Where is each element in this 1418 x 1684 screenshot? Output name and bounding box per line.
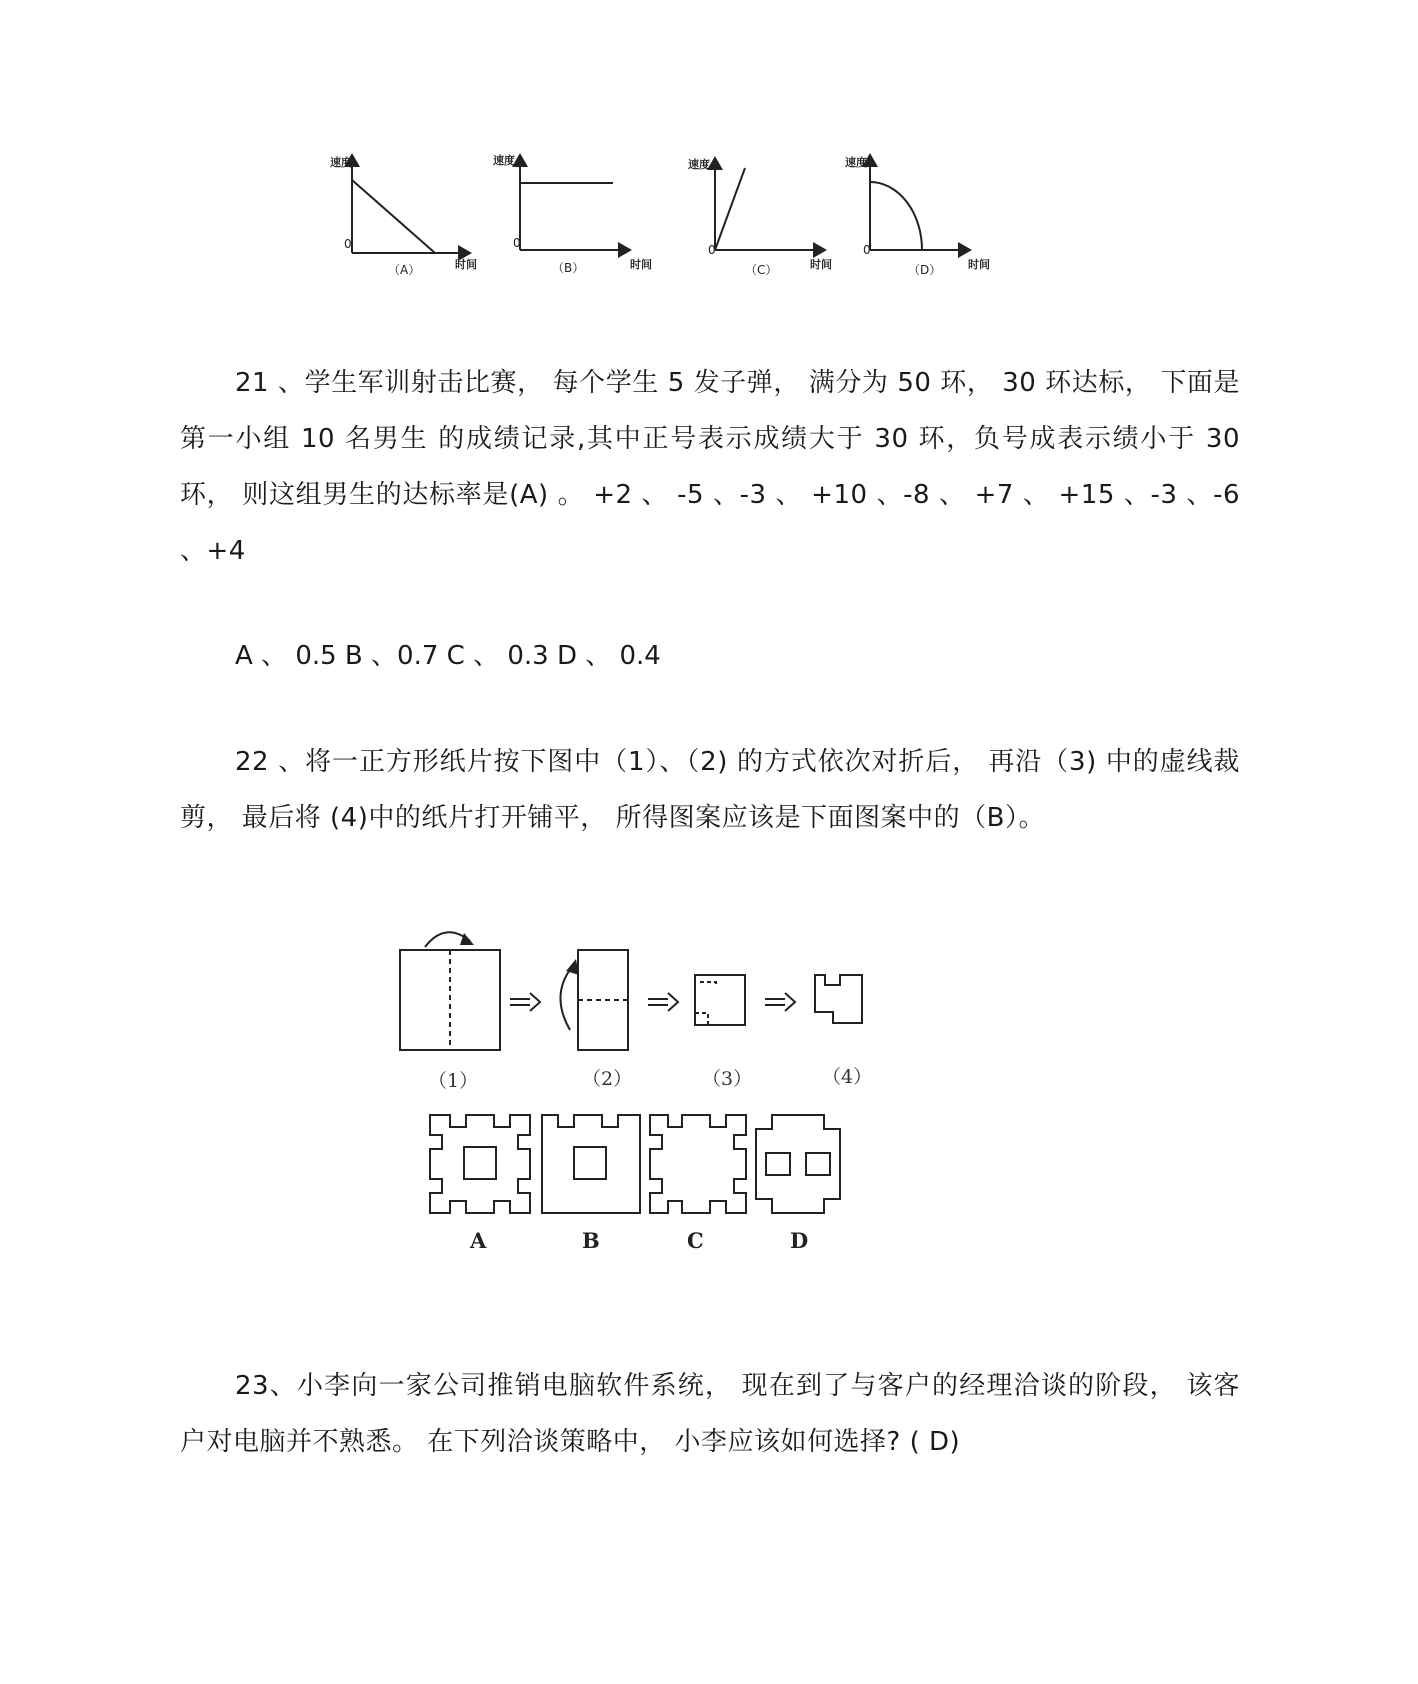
y-axis-label-c: 速度 [688,158,710,171]
pattern-d [756,1115,840,1253]
graph-a-label: （A） [388,263,421,277]
pattern-b [542,1115,640,1253]
x-axis-label-a: 时间 [455,258,477,271]
double-arrow-icon [510,993,540,1011]
origin-label-b: 0 [513,236,521,250]
graph-b-label: （B） [552,261,585,275]
option-c-label: C [687,1228,704,1253]
folding-steps-figure [390,905,930,1105]
graph-d [845,155,990,277]
step-4-label: （4） [822,1066,873,1088]
graph-b [493,153,652,275]
graph-c-label: （C） [745,263,778,277]
pattern-a [430,1115,530,1253]
fold-step-2 [560,950,632,1090]
fold-step-4 [815,975,872,1088]
fold-step-1 [400,932,500,1092]
question-23-text: 23、小李向一家公司推销电脑软件系统， 现在到了与客户的经理洽谈的阶段， 该客户对电脑并不熟悉。 在下列洽谈策略中， 小李应该如何选择? ( D) [180,1371,1240,1457]
double-arrow-icon [648,993,678,1011]
graph-c [688,157,832,277]
step-2-label: （2） [582,1068,633,1090]
option-a-label: A [470,1228,487,1253]
option-b-label: B [582,1228,600,1253]
question-21-options: A 、 0.5 B 、0.7 C 、 0.3 D 、 0.4 [235,641,661,671]
origin-label-a: 0 [344,237,352,251]
pattern-c [650,1115,746,1253]
answer-patterns-figure [420,1105,890,1280]
double-arrow-icon [765,993,795,1011]
y-axis-label-a: 速度 [330,156,352,169]
speed-time-graphs [330,150,1070,280]
x-axis-label-c: 时间 [810,258,832,271]
y-axis-label-b: 速度 [493,154,515,167]
step-1-label: （1） [428,1070,479,1092]
x-axis-label-d: 时间 [968,258,990,271]
origin-label-c: 0 [708,243,716,257]
graph-a [330,155,477,277]
x-axis-label-b: 时间 [630,258,652,271]
question-21-text: 21 、学生军训射击比赛， 每个学生 5 发子弹， 满分为 50 环， 30 环达标， 下面是第一小组 10 名男生 的成绩记录,其中正号表示成绩大于 30 环，负号成表示绩小于 30 环， 则这组男生的达标率是(A) 。 +2 、 -5 、-3 、 +10 、-8 、 +7 、 +15 、-3 、-6 、+4 [180,368,1240,566]
question-22-text: 22 、将一正方形纸片按下图中（1）、（2) 的方式依次对折后， 再沿（3) 中的虚线裁剪， 最后将 (4)中的纸片打开铺平， 所得图案应该是下面图案中的（B）。 [180,747,1240,833]
option-d-label: D [790,1228,809,1253]
y-axis-label-d: 速度 [845,156,867,169]
fold-step-3 [695,975,752,1090]
graph-d-label: （D） [908,263,942,277]
step-3-label: （3） [702,1068,753,1090]
origin-label-d: 0 [863,243,871,257]
